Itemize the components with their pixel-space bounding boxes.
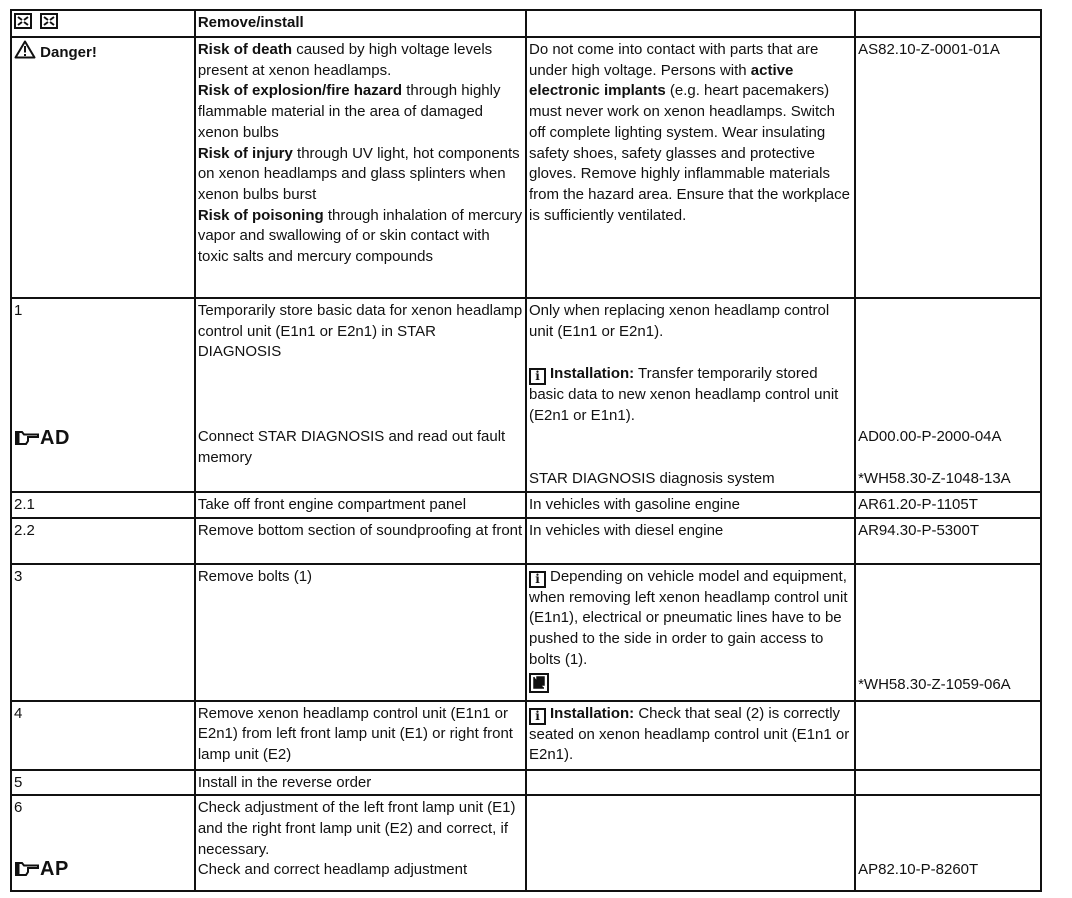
- risk-title: Risk of injury: [197, 144, 293, 162]
- danger-ref-cell: [855, 37, 1041, 298]
- hand-pointer-ap: [14, 859, 69, 880]
- step-number: 4: [11, 701, 195, 770]
- step-text-cell: [195, 795, 526, 891]
- risk-item: [198, 40, 523, 81]
- danger-note-bold: active electronic implants: [528, 61, 794, 100]
- step-note: In vehicles with gasoline engine: [526, 492, 855, 518]
- step-row-4: [11, 701, 1041, 770]
- hand-pointer-label: AD: [40, 427, 70, 449]
- step-ref-cell: [855, 564, 1041, 701]
- step-note: Only when replacing xenon headlamp control unit (E1n1 or E2n1).: [528, 302, 830, 340]
- step-note-cell: [526, 298, 855, 492]
- header-row: [11, 10, 1041, 37]
- step-text: Remove bottom section of soundproofing at front: [195, 518, 526, 564]
- info-icon: i: [529, 571, 546, 588]
- step-ref-cell: [855, 795, 1041, 891]
- risk-title: Risk of poisoning: [197, 206, 324, 224]
- header-icons-cell: [11, 10, 195, 37]
- expand-icon[interactable]: [40, 13, 58, 29]
- step-ref-cell: [855, 492, 1041, 518]
- reference-link[interactable]: *WH58.30-Z-1048-13A: [858, 470, 1011, 487]
- step-subnote: STAR DIAGNOSIS diagnosis system: [528, 470, 775, 487]
- step-note: In vehicles with diesel engine: [526, 518, 855, 564]
- step-subtext: Connect STAR DIAGNOSIS and read out fault memory: [197, 428, 506, 466]
- step-row-2-2: [11, 518, 1041, 564]
- installation-text: Check that seal (2) is correctly seated on xenon headlamp control unit (E1n1 or E2n1).: [528, 704, 850, 764]
- reference-link[interactable]: AP82.10-P-8260T: [858, 861, 979, 879]
- image-icon[interactable]: [529, 673, 549, 693]
- header-title: [195, 10, 526, 37]
- danger-label: Danger!: [40, 44, 97, 61]
- step-ref-cell: [855, 518, 1041, 564]
- risk-item: [198, 206, 523, 268]
- hand-pointer-ad: [14, 428, 70, 449]
- reference-link[interactable]: AD00.00-P-2000-04A: [858, 428, 1002, 445]
- step-note-cell: [526, 701, 855, 770]
- step-ref-cell: [855, 298, 1041, 492]
- step-number-cell: [11, 298, 195, 492]
- step-number: 6: [14, 799, 23, 817]
- step-number: 2.1: [11, 492, 195, 518]
- danger-risks-cell: [195, 37, 526, 298]
- step-row-2-1: [11, 492, 1041, 518]
- step-subtext: Check and correct headlamp adjustment: [197, 861, 468, 879]
- risk-title: Risk of explosion/fire hazard: [197, 82, 403, 100]
- hand-pointer-icon: [14, 859, 40, 877]
- header-title-text: Remove/install: [197, 14, 304, 31]
- hand-pointer-icon: [14, 428, 40, 446]
- step-note-empty: [526, 770, 855, 796]
- warning-triangle-icon: [14, 40, 36, 59]
- step-text: Install in the reverse order: [195, 770, 526, 796]
- reference-link[interactable]: AS82.10-Z-0001-01A: [858, 41, 1000, 58]
- step-note-empty: [526, 795, 855, 891]
- danger-note: (e.g. heart pacemakers) must never work on xenon headlamps. Switch off complete lighting system. Wear insulating safety shoes, safety glasses and protective gloves. Remove highly inflammable materials from the hazard area. Ensure that the workplace is sufficiently ventilated.: [528, 82, 850, 224]
- risk-text: through UV light, hot components on xenon headlamps and glass splinters when xenon bulbs burst: [197, 144, 520, 203]
- risk-text: through highly flammable material in the area of damaged xenon bulbs: [197, 82, 501, 141]
- reference-link[interactable]: AR94.30-P-5300T: [858, 521, 979, 539]
- danger-note: Do not come into contact with parts that are under high voltage. Persons with: [528, 41, 819, 79]
- step-text: Check adjustment of the left front lamp unit (E1) and the right front lamp unit (E2) and correct, if necessary.: [197, 799, 516, 858]
- info-icon: i: [529, 708, 546, 725]
- step-text: Remove bolts (1): [195, 564, 526, 701]
- step-number: 2.2: [11, 518, 195, 564]
- danger-row: [11, 37, 1041, 298]
- expand-icon[interactable]: [14, 13, 32, 29]
- step-text-cell: [195, 298, 526, 492]
- reference-link[interactable]: AR61.20-P-1105T: [858, 496, 978, 513]
- step-row-6: [11, 795, 1041, 891]
- risk-text: through inhalation of mercury vapor and swallowing of or skin contact with toxic salts and mercury compounds: [197, 206, 523, 266]
- hand-pointer-label: AP: [40, 858, 69, 881]
- step-number: 1: [14, 302, 23, 319]
- header-empty: [526, 10, 855, 37]
- step-text: Take off front engine compartment panel: [195, 492, 526, 518]
- danger-label-cell: [11, 37, 195, 298]
- step-ref-empty: [855, 770, 1041, 796]
- risk-text: caused by high voltage levels present at xenon headlamps.: [197, 41, 493, 79]
- installation-text: Transfer temporarily stored basic data to new xenon headlamp control unit (E2n1 or E1n1).: [528, 365, 839, 424]
- step-number-cell: [11, 795, 195, 891]
- step-text: Remove xenon headlamp control unit (E1n1 or E2n1) from left front lamp unit (E1) or right front lamp unit (E2): [195, 701, 526, 770]
- step-note-cell: [526, 564, 855, 701]
- procedure-table: [10, 9, 1042, 892]
- step-text: Temporarily store basic data for xenon headlamp control unit (E1n1 or E2n1) in STAR DIAGNOSIS: [197, 302, 523, 361]
- risk-item: [198, 81, 523, 143]
- risk-item: [198, 144, 523, 206]
- installation-label: Installation:: [549, 365, 635, 382]
- step-number: 5: [11, 770, 195, 796]
- step-ref-empty: [855, 701, 1041, 770]
- risk-title: Risk of death: [197, 41, 293, 58]
- info-icon: i: [529, 368, 546, 385]
- danger-note-cell: [526, 37, 855, 298]
- reference-link[interactable]: *WH58.30-Z-1059-06A: [858, 675, 1011, 693]
- installation-label: Installation:: [549, 704, 635, 722]
- header-empty: [855, 10, 1041, 37]
- step-note: Depending on vehicle model and equipment, when removing left xenon headlamp control unit (E1n1), electrical or pneumatic lines have to be pushed to the side in order to gain access to bolts (1).: [528, 567, 848, 668]
- step-row-1: [11, 298, 1041, 492]
- step-row-3: [11, 564, 1041, 701]
- step-number: 3: [11, 564, 195, 701]
- step-row-5: [11, 770, 1041, 796]
